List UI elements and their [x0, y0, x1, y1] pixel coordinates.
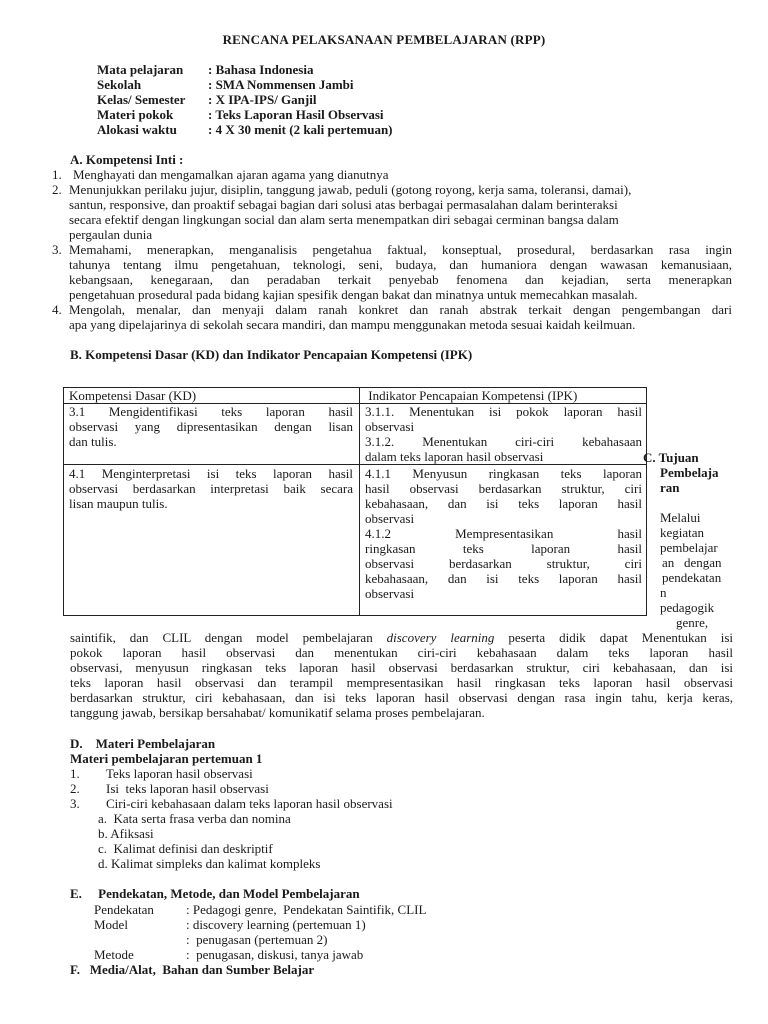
table-cell-line: observasi berdasarkan interpretasi baik secara: [69, 481, 353, 496]
side-line: n: [660, 585, 667, 600]
header-value: : X IPA-IPS/ Ganjil: [208, 92, 317, 107]
section-b-heading: B. Kompetensi Dasar (KD) dan Indikator Pencapaian Kompetensi (IPK): [70, 347, 473, 362]
side-line: pendekatan: [662, 570, 722, 585]
side-line: an dengan: [662, 555, 722, 570]
table-cell-line: kebahasaan, dan isi teks laporan hasil: [365, 571, 642, 586]
table-column-divider: [359, 388, 360, 615]
side-line: genre,: [676, 615, 709, 630]
header-value: : Bahasa Indonesia: [208, 62, 314, 77]
method-value: : penugasan (pertemuan 2): [186, 932, 328, 947]
table-cell-line: kebahasaan, dan isi teks laporan hasil: [365, 496, 642, 511]
ki-line: secara efektif dengan lingkungan social dan alam serta menempatkan diri sebagai cerminan bangsa dalam: [69, 212, 619, 227]
table-cell-line: ringkasan teks laporan hasil: [365, 541, 642, 556]
table-cell-line: observasi berdasarkan struktur, ciri: [365, 556, 642, 571]
section-e-heading: E. Pendekatan, Metode, dan Model Pembelajaran: [70, 886, 360, 901]
ki-number: 2.: [52, 182, 62, 197]
table-cell-line: 4.1.2 Mempresentasikan hasil: [365, 526, 642, 541]
side-line: Melalui: [660, 510, 701, 525]
header-key: Alokasi waktu: [97, 122, 177, 137]
ki-line: kebangsaan, kenegaraan, dan peradaban terkait penyebab fenomena dan kejadian, serta menerapkan: [69, 272, 732, 287]
method-key: Pendekatan: [94, 902, 154, 917]
table-cell-line: observasi: [365, 419, 415, 434]
ki-number: 4.: [52, 302, 62, 317]
table-cell-line: 3.1.1. Menentukan isi pokok laporan hasil: [365, 404, 642, 419]
header-key: Mata pelajaran: [97, 62, 184, 77]
table-cell-line: dan tulis.: [69, 434, 117, 449]
ki-line: apa yang dipelajarinya di sekolah secara mandiri, dan mampu menggunakan metoda sesuai kaidah keilmuan.: [69, 317, 636, 332]
method-value: : penugasan, diskusi, tanya jawab: [186, 947, 364, 962]
table-cell-line: hasil observasi berdasarkan struktur, ciri: [365, 481, 642, 496]
objective-line: teks laporan hasil observasi dan terampil mempresentasikan hasil ringkasan teks laporan hasil observasi: [70, 675, 733, 690]
header-key: Sekolah: [97, 77, 142, 92]
materi-number: 3.: [70, 796, 80, 811]
header-value: : Teks Laporan Hasil Observasi: [208, 107, 384, 122]
ki-line: Mengolah, menalar, dan menyaji dalam ranah konkret dan ranah abstrak terkait dengan pengembangan dari: [69, 302, 732, 317]
ki-number: 1.: [52, 167, 62, 182]
materi-number: 2.: [70, 781, 80, 796]
method-value: : Pedagogi genre, Pendekatan Saintifik, CLIL: [186, 902, 427, 917]
materi-subitem: c. Kalimat definisi dan deskriptif: [98, 841, 273, 856]
ki-line: Memahami, menerapkan, menganalisis pengetahua faktual, konseptual, prosedural, berdasarkan rasa ingin: [69, 242, 732, 257]
table-header-ipk: Indikator Pencapaian Kompetensi (IPK): [365, 388, 578, 403]
side-line: pedagogik: [660, 600, 715, 615]
ki-line: pergaulan dunia: [69, 227, 153, 242]
ki-line: tahunya tentang ilmu pengetahuan, teknologi, seni, budaya, dan humaniora dengan wawasan kemanusiaan,: [69, 257, 732, 272]
objective-line: [70, 630, 733, 645]
section-a-heading: A. Kompetensi Inti :: [70, 152, 184, 167]
objective-text: saintifik, dan CLIL dengan model pembelajaran: [70, 630, 387, 645]
table-cell-line: observasi yang dipresentasikan dengan lisan: [69, 419, 353, 434]
table-cell-line: 3.1.2. Menentukan ciri-ciri kebahasaan: [365, 434, 642, 449]
header-value: : 4 X 30 menit (2 kali pertemuan): [208, 122, 393, 137]
section-c-heading: ran: [660, 480, 680, 495]
header-key: Materi pokok: [97, 107, 174, 122]
side-line: kegiatan: [660, 525, 705, 540]
section-d-subheading: Materi pembelajaran pertemuan 1: [70, 751, 263, 766]
table-cell-line: 3.1 Mengidentifikasi teks laporan hasil: [69, 404, 353, 419]
method-key: Metode: [94, 947, 134, 962]
table-cell-line: observasi: [365, 511, 415, 526]
section-c-heading: Pembelaja: [660, 465, 719, 480]
table-cell-line: observasi: [365, 586, 415, 601]
materi-subitem: b. Afiksasi: [98, 826, 154, 841]
kd-ipk-table: [63, 387, 647, 616]
ki-line: santun, responsive, dan proaktif sebagai bagian dari solusi atas berbagai permasalahan dalam berinteraksi: [69, 197, 618, 212]
table-cell-line: 4.1.1 Menyusun ringkasan teks laporan: [365, 466, 642, 481]
header-value: : SMA Nommensen Jambi: [208, 77, 354, 92]
objective-line: tanggung jawab, bersikap bersahabat/ komunikatif selama proses pembelajaran.: [70, 705, 485, 720]
method-key: Model: [94, 917, 128, 932]
materi-item: Isi teks laporan hasil observasi: [106, 781, 269, 796]
objective-line: berdasarkan struktur, ciri kebahasaan, dan isi teks laporan hasil observasi dengan rasa ingin tahu, kerja keras,: [70, 690, 733, 705]
table-row-divider: [64, 464, 646, 465]
materi-item: Ciri-ciri kebahasaan dalam teks laporan hasil observasi: [106, 796, 393, 811]
side-line: pembelajar: [660, 540, 718, 555]
ki-line: Menunjukkan perilaku jujur, disiplin, tanggung jawab, peduli (gotong royong, kerja sama, toleransi, damai),: [69, 182, 632, 197]
ki-line: Menghayati dan mengamalkan ajaran agama yang dianutnya: [73, 167, 389, 182]
table-header-kd: Kompetensi Dasar (KD): [69, 388, 197, 403]
materi-number: 1.: [70, 766, 80, 781]
ki-number: 3.: [52, 242, 62, 257]
method-value: : discovery learning (pertemuan 1): [186, 917, 366, 932]
materi-subitem: d. Kalimat simpleks dan kalimat kompleks: [98, 856, 321, 871]
objective-line: pokok laporan hasil observasi dan menentukan ciri-ciri kebahasaan dalam teks laporan hasil: [70, 645, 733, 660]
ki-line: pengetahuan prosedural pada bidang kajian spesifik dengan bakat dan minatnya untuk memecahkan masalah.: [69, 287, 638, 302]
header-key: Kelas/ Semester: [97, 92, 186, 107]
objective-text: peserta didik dapat Menentukan isi: [494, 630, 733, 645]
materi-subitem: a. Kata serta frasa verba dan nomina: [98, 811, 291, 826]
section-f-heading: F. Media/Alat, Bahan dan Sumber Belajar: [70, 962, 315, 977]
objective-model-italic: discovery learning: [386, 630, 495, 645]
section-c-heading: C. Tujuan: [643, 450, 699, 465]
section-d-heading: D. Materi Pembelajaran: [70, 736, 216, 751]
table-cell-line: lisan maupun tulis.: [69, 496, 168, 511]
materi-item: Teks laporan hasil observasi: [106, 766, 253, 781]
table-cell-line: 4.1 Menginterpretasi isi teks laporan hasil: [69, 466, 353, 481]
table-cell-line: dalam teks laporan hasil observasi: [365, 449, 544, 464]
document-title: RENCANA PELAKSANAAN PEMBELAJARAN (RPP): [222, 32, 546, 47]
objective-line: observasi, menyusun ringkasan teks laporan hasil observasi berdasarkan struktur, ciri kebahasaan, dan isi: [70, 660, 733, 675]
